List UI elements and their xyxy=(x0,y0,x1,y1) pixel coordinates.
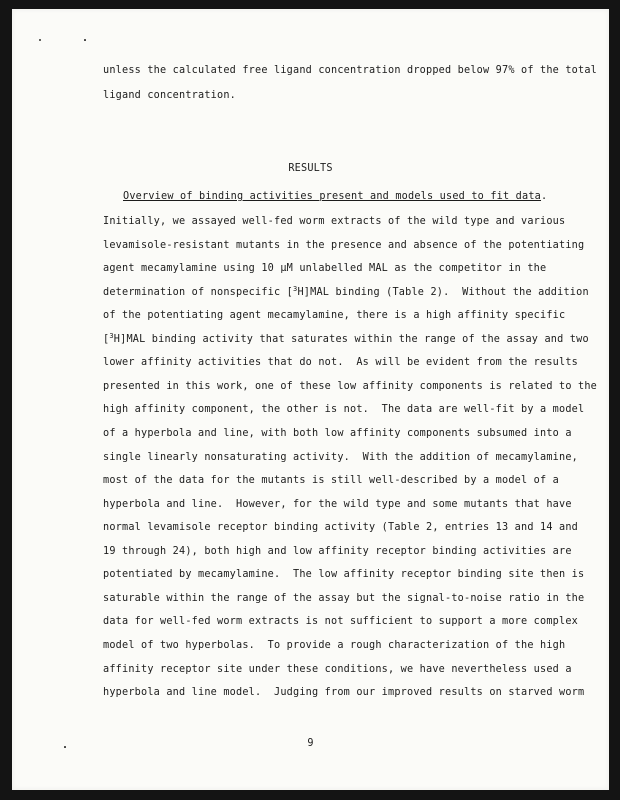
paragraph-line: most of the data for the mutants is still well-described by a model of a xyxy=(103,475,560,487)
subsection-heading-period: . xyxy=(541,191,548,202)
paragraph-line: [$^3$H]MAL binding activity that saturates within the range of the assay and two xyxy=(103,331,589,345)
paragraph-line: single linearly nonsaturating activity. With the addition of mecamylamine, xyxy=(103,451,579,463)
paragraph-line: data for well-fed worm extracts is not sufficient to support a more complex xyxy=(103,616,579,628)
scan-speck xyxy=(84,39,86,41)
paragraph-line: high affinity component, the other is not. The data are well-fit by a model xyxy=(103,404,585,416)
paragraph-line: of a hyperbola and line, with both low affinity components subsumed into a xyxy=(103,428,572,439)
scan-speck xyxy=(39,39,41,41)
paragraph-line: model of two hyperbolas. To provide a rough characterization of the high xyxy=(103,639,566,651)
paragraph-line: normal levamisole receptor binding activity (Table 2, entries 13 and 14 and xyxy=(103,522,579,534)
section-heading: RESULTS xyxy=(288,163,333,174)
paragraph-line: affinity receptor site under these conditions, we have nevertheless used a xyxy=(103,663,572,675)
paragraph-line: Initially, we assayed well-fed worm extracts of the wild type and various xyxy=(103,216,566,227)
page-number: 9 xyxy=(307,738,314,749)
paragraph-line: of the potentiating agent mecamylamine, there is a high affinity specific xyxy=(103,310,566,322)
paragraph-line: presented in this work, one of these low affinity components is related to the xyxy=(103,380,598,392)
paragraph-line: 19 through 24), both high and low affinity receptor binding activities are xyxy=(103,545,572,557)
paragraph-line: saturable within the range of the assay but the signal-to-noise ratio in the xyxy=(103,592,585,604)
paragraph-line: levamisole-resistant mutants in the presence and absence of the potentiating xyxy=(103,239,585,251)
paragraph-line: hyperbola and line model. Judging from our improved results on starved worm xyxy=(103,687,585,698)
paragraph-line: lower affinity activities that do not. As will be evident from the results xyxy=(103,357,579,369)
subsection-heading xyxy=(123,190,547,204)
paragraph-line: determination of nonspecific [$^3$H]MAL binding (Table 2). Without the addition xyxy=(103,284,589,298)
paragraph-line: hyperbola and line. However, for the wild type and some mutants that have xyxy=(103,498,572,510)
paragraph-line: agent mecamylamine using 10 µM unlabelled MAL as the competitor in the xyxy=(103,263,547,275)
paragraph-line: ligand concentration. xyxy=(103,90,237,101)
paragraph-line: potentiated by mecamylamine. The low affinity receptor binding site then is xyxy=(103,569,585,581)
paragraph-line: unless the calculated free ligand concentration dropped below 97% of the total xyxy=(103,65,598,76)
subsection-heading-text: Overview of binding activities present and models used to fit data xyxy=(123,191,542,202)
document-page xyxy=(12,9,609,790)
